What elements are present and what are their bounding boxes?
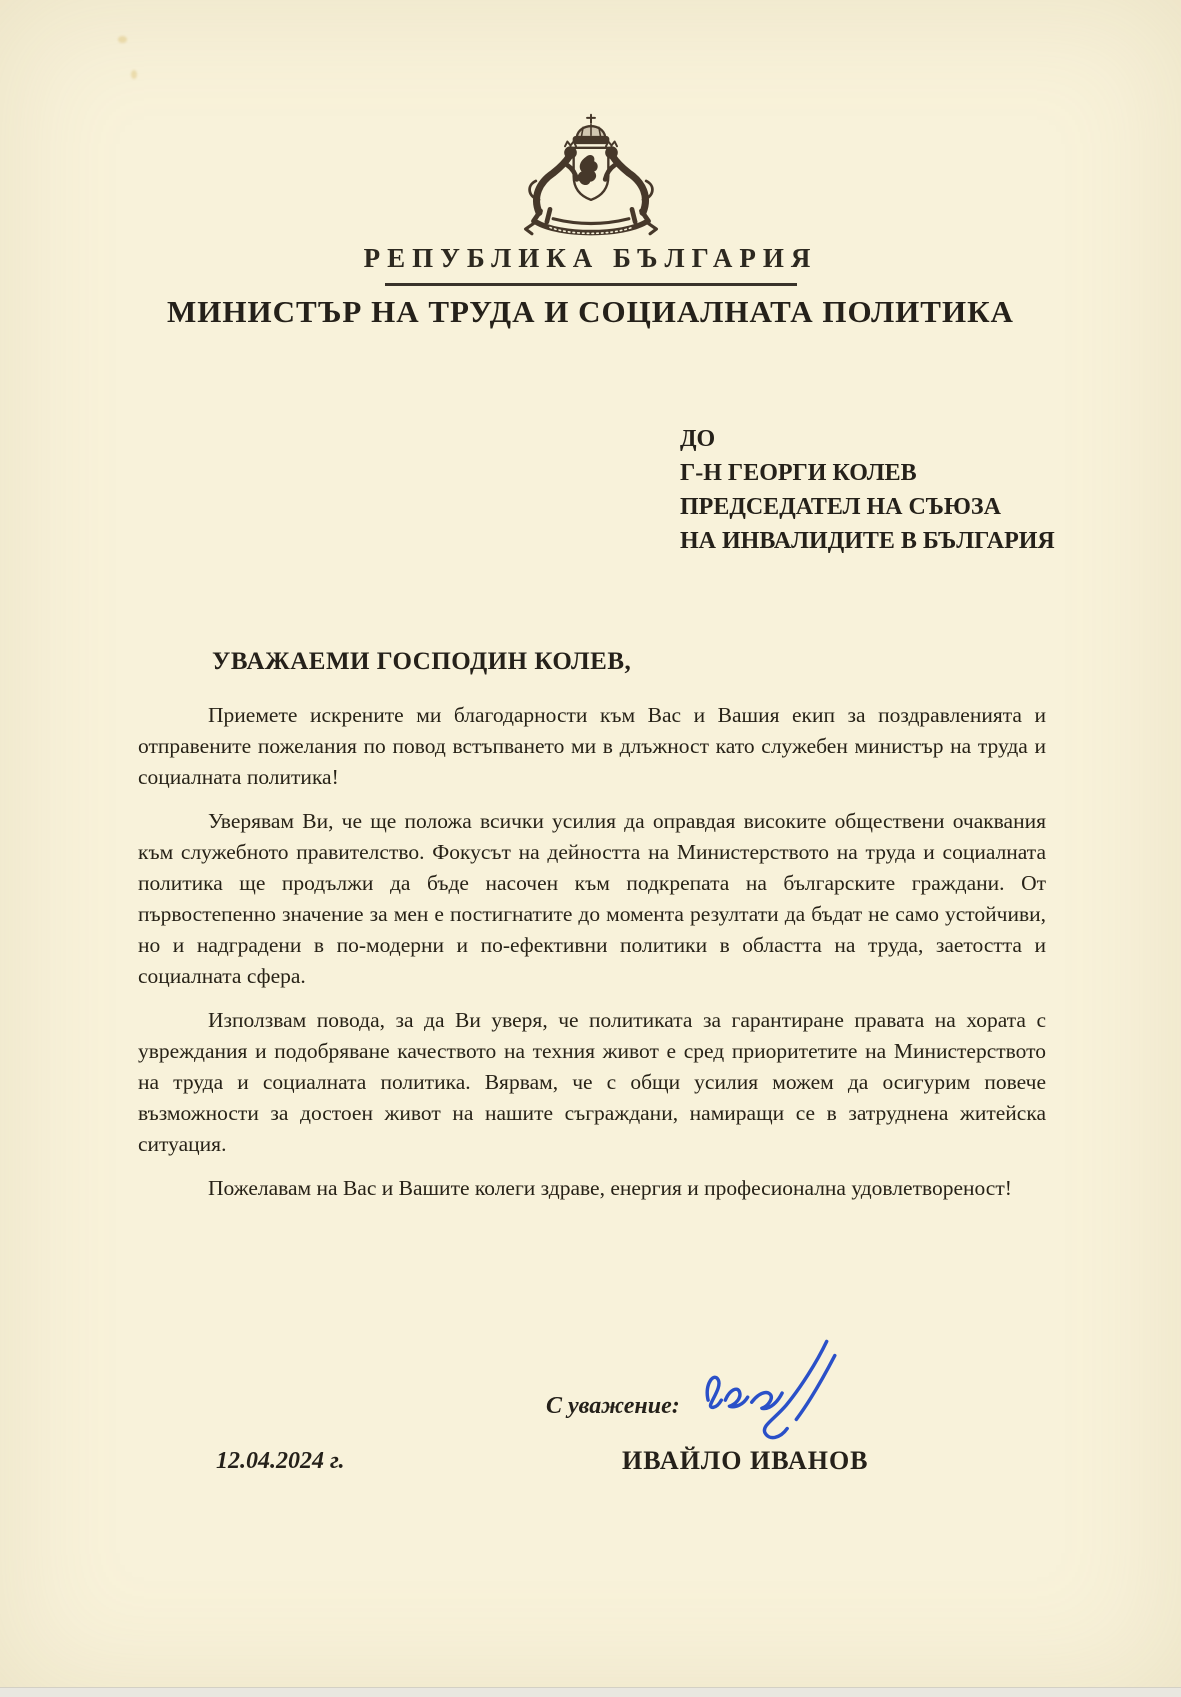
signer-name: ИВАЙЛО ИВАНОВ [622, 1446, 869, 1475]
scan-edge-strip [0, 1687, 1181, 1697]
ministry-title: МИНИСТЪР НА ТРУДА И СОЦИАЛНАТА ПОЛИТИКА [167, 294, 1014, 329]
salutation: УВАЖАЕМИ ГОСПОДИН КОЛЕВ, [212, 648, 632, 675]
closing-label: С уважение: [546, 1393, 680, 1419]
coat-of-arms-icon [501, 110, 681, 244]
header-divider-rule [385, 283, 797, 286]
paper-speck [118, 36, 127, 43]
recipient-line: ПРЕДСЕДАТЕЛ НА СЪЮЗА [680, 494, 1001, 520]
republic-title: РЕПУБЛИКА БЪЛГАРИЯ [363, 243, 818, 273]
letter-date: 12.04.2024 г. [216, 1448, 345, 1474]
handwritten-signature [698, 1326, 850, 1450]
recipient-line: НА ИНВАЛИДИТЕ В БЪЛГАРИЯ [680, 528, 1055, 554]
paper-speck [131, 70, 137, 79]
recipient-line: ДО [680, 426, 716, 452]
paragraph: Приемете искрените ми благодарности към Вас и Вашия екип за поздравленията и отправените пожелания по повод встъпването ми в длъжност като служебен министър на труда и социалната политика! [138, 703, 1046, 789]
paragraph: Пожелавам на Вас и Вашите колеги здраве, енергия и професионална удовлетвореност! [208, 1176, 1012, 1200]
recipient-line: Г-Н ГЕОРГИ КОЛЕВ [680, 460, 917, 486]
recipient-block [680, 422, 1055, 558]
paragraph: Използвам повода, за да Ви уверя, че политиката за гарантиране правата на хората с увреждания и подобряване качеството на техния живот е сред приоритетите на Министерството на труда и социалната политика. Вярвам, че с общи усилия можем да осигурим повече възможности за достоен живот на нашите съграждани, намиращи се в затруднена житейска ситуация. [138, 1008, 1046, 1156]
letter-body [138, 700, 1046, 1217]
paragraph: Уверявам Ви, че ще положа всички усилия да оправдая високите обществени очаквания към служебното правителство. Фокусът на дейността на Министерството на труда и социалната политика ще продължи да бъде насочен към подкрепата на българските граждани. От първостепенно значение за мен е постигнатите до момента резултати да бъдат не само устойчиви, но и надградени в по-модерни и по-ефективни политики в областта на труда, заетостта и социалната сфера. [138, 809, 1046, 988]
